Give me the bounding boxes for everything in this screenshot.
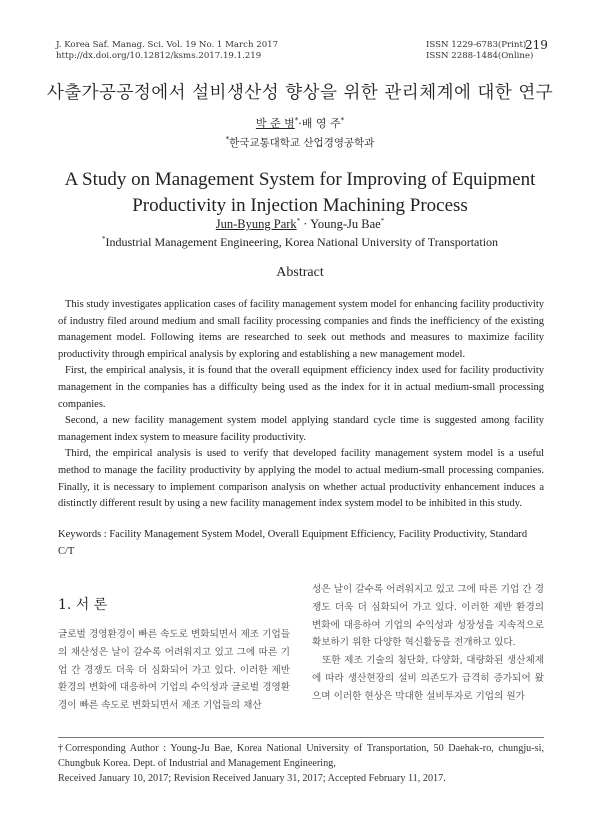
corresponding-author: †Corresponding Author : Young-Ju Bae, Korea National University of Transportation, 50 Daehak-ro, chungju-si, Chungbuk Korea. Dept. of Industrial and Management Engineering, (58, 743, 544, 769)
korean-author-2: 배 영 주 (301, 117, 341, 130)
abstract-paragraph: This study investigates application cases of facility management system model for enhancing facility productivity of industry filed around medium and small facility processing companies and finds the inefficiency of the existing management model. Following items are researched to seek out methods and measures to maximize facility productivity through empirical analysis by exploring and establishing a new management model. (58, 299, 544, 360)
keywords-list: Facility Management System Model, Overall Equipment Efficiency, Facility Productivity, Standard C/T (58, 529, 528, 557)
english-affiliation-text: Industrial Management Engineering, Korea National University of Transportation (105, 235, 499, 249)
body-paragraph: 글로벌 경영환경이 빠른 속도로 변화되면서 제조 기업들의 채산성은 날이 갈수록 어려워지고 있고 그에 따른 기업 간 경쟁도 더욱 더 심화되어 가고 있다. 이러한 제반 환경의 변화에 대응하여 기업의 수익성과 글로벌 경영환경이 빠른 속도로 변화되면서 제조 기업들의 채산 (58, 629, 290, 712)
english-author-1: Jun-Byung Park (215, 217, 297, 232)
korean-affiliation-text: 한국교통대학교 산업경영공학과 (229, 137, 375, 149)
korean-author-1: 박 준 병 (255, 117, 295, 130)
abstract-paragraph: Third, the empirical analysis is used to verify that developed facility management system model is a useful method to manage the facility productivity by applying the model to actual medium-small processing companies. Finally, it is necessary to implement comparison analysis on whether actual productivity enhancement induces a distinctly different result by using a new facility management index system model to be inhibited in this study. (58, 448, 544, 510)
keywords-label: Keywords (58, 529, 102, 540)
korean-authors (0, 115, 600, 131)
korean-title: 사출가공공정에서 설비생산성 향상을 위한 관리체계에 대한 연구 (46, 83, 554, 103)
author-separator: · (298, 117, 302, 130)
section-title: 1. 서 론 (58, 597, 108, 613)
english-authors (0, 217, 600, 232)
author-separator: · (300, 217, 311, 232)
abstract-body (58, 297, 544, 513)
running-header-left (56, 40, 278, 62)
affiliation-mark: * (225, 135, 230, 144)
footnote (58, 741, 544, 786)
running-header-right (426, 40, 533, 62)
author-mark: * (340, 116, 345, 125)
body-paragraph: 성은 날이 갈수록 어려워지고 있고 그에 따른 기업 간 경쟁도 더욱 더 심화되어 가고 있다. 이러한 제반 환경의 변화에 대응하여 기업의 수익성과 성장성을 지속적으로 확보하기 위한 다양한 혁신활동을 전개하고 있다. (312, 584, 544, 649)
english-affiliation (0, 235, 600, 250)
abstract-paragraph: First, the empirical analysis, it is found that the overall equipment efficiency index used for facility productivity management in the companies has a difficulty being used as the index for it in actual medium-small processing companies. (58, 365, 544, 410)
abstract-heading: Abstract (276, 265, 324, 280)
abstract-paragraph: Second, a new facility management system model applying standard cycle time is suggested among facility management index system to measure facility productivity. (58, 415, 544, 443)
body-paragraph: 또한 제조 기술의 첨단화, 다양화, 대량화된 생산체제에 따라 생산현장의 설비 의존도가 급격히 증가되어 왔으며 이러한 현상은 막대한 설비투자로 기업의 원가 (312, 655, 544, 702)
footnote-divider (58, 737, 544, 738)
english-title (0, 167, 600, 219)
issn-online: ISSN 2288-1484(Online) (426, 51, 534, 61)
body-right-column (312, 581, 544, 706)
english-author-2: Young-Ju Bae (310, 217, 381, 232)
korean-affiliation (0, 135, 600, 150)
doi-link[interactable]: http://dx.doi.org/10.12812/ksms.2017.19.1.219 (56, 51, 262, 61)
author-mark: * (296, 217, 301, 225)
journal-citation: J. Korea Saf. Manag. Sci. Vol. 19 No. 1 March 2017 (56, 40, 279, 50)
issn-print: ISSN 1229-6783(Print) (426, 40, 527, 50)
author-mark: * (294, 116, 299, 125)
keywords-colon: : (101, 529, 110, 540)
author-mark: * (380, 217, 385, 225)
english-title-line-2: Productivity in Injection Machining Process (132, 195, 468, 216)
received-dates: Received January 10, 2017; Revision Received January 31, 2017; Accepted February 11, 2017. (58, 773, 446, 784)
english-title-line-1: A Study on Management System for Improving of Equipment (64, 169, 536, 190)
body-left-column (58, 626, 290, 715)
page-number: 219 (525, 38, 548, 52)
affiliation-mark: * (101, 235, 106, 243)
keywords (58, 527, 544, 560)
